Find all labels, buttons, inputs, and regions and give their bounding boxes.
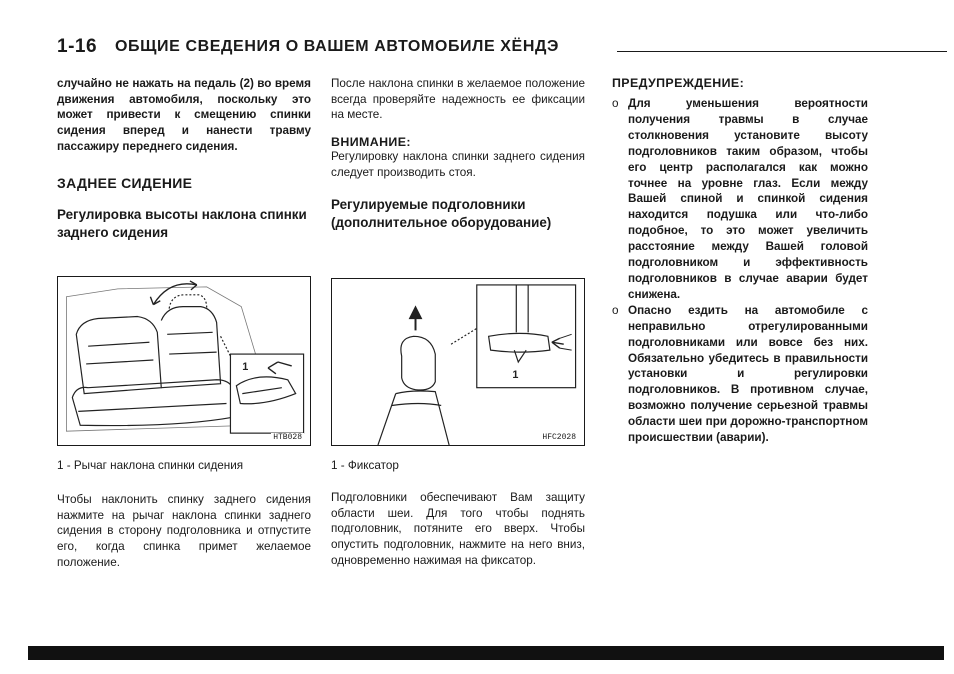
figure-callout-1: 1 [512, 368, 519, 381]
column-middle [331, 76, 585, 232]
attention-heading: ВНИМАНИЕ: [331, 135, 411, 150]
figure-caption-lever: 1 - Рычаг наклона спинки сидения [57, 459, 244, 472]
warning-item [612, 96, 868, 303]
column-left [57, 76, 311, 242]
column-right [612, 76, 868, 446]
page-header [57, 36, 947, 64]
figure-code: HFC2028 [542, 433, 576, 442]
rear-seat-drawing [58, 277, 310, 445]
page-title: ОБЩИЕ СВЕДЕНИЯ О ВАШЕМ АВТОМОБИЛЕ ХЁНДЭ [115, 38, 559, 55]
footer-bar [28, 646, 944, 660]
headrest-figure [331, 278, 585, 446]
figure-code: HTB028 [273, 433, 302, 442]
recline-instructions: Чтобы наклонить спинку заднего сидения нажмите на рычаг наклона спинки заднего сидения в сторону подголовника и отпустите его, когда спинка примет желаемое положение. [57, 493, 311, 569]
subsection-title-headrests: Регулируемые подголовники (дополнительное оборудование) [331, 196, 552, 230]
section-title-rear-seat: ЗАДНЕЕ СИДЕНИЕ [57, 174, 193, 191]
attention-text: Регулировку наклона спинки заднего сидения следует производить стоя. [331, 150, 585, 179]
figure-caption-latch: 1 - Фиксатор [331, 459, 399, 472]
intro-paragraph: случайно не нажать на педаль (2) во время движения автомобиля, поскольку это может привести к смещению спинки сидения вперед и нанести травму пассажиру переднего сидения. [57, 77, 311, 153]
warning-item [612, 303, 868, 446]
warning-item-text: Опасно ездить на автомобиле с неправильно отрегулированными подголовниками или вовсе без них. Обязательно убедитесь в правильности установки и регулировки подголовников. В противном случае, возможно получение серьезной травмы области шеи при дорожно-транспортном происшествии (аварии). [628, 303, 868, 445]
warning-heading: ПРЕДУПРЕЖДЕНИЕ: [612, 76, 745, 90]
bullet-marker: o [612, 303, 619, 317]
subsection-title-recline: Регулировка высоты наклона спинки заднего сидения [57, 206, 307, 240]
headrest-drawing [332, 279, 584, 445]
bullet-marker: o [612, 97, 619, 110]
page-number: 1-16 [57, 36, 98, 57]
warning-item-text: Для уменьшения вероятности получения травмы в случае столкновения установите высоту подголовников таким образом, чтобы его центр располагался как можно точнее на уровне глаз. Если между Вашей спиной и спинкой сидения находится подушка или что-либо подобное, то это может увеличить расстояние между Вашей головой подголовником и эффективность подголовников в случае аварии будет снижена. [628, 97, 868, 301]
header-rule [617, 51, 947, 52]
rear-seat-figure [57, 276, 311, 446]
figure-callout-1: 1 [242, 360, 249, 373]
check-lock-paragraph: После наклона спинки в желаемое положение всегда проверяйте надежность ее фиксации на месте. [331, 77, 585, 122]
headrest-instructions: Подголовники обеспечивают Вам защиту области шеи. Для того чтобы поднять подголовник, потяните его вверх. Чтобы опустить подголовник, нажмите на него вниз, одновременно нажимая на фиксатор. [331, 491, 585, 567]
warning-list [612, 96, 868, 446]
